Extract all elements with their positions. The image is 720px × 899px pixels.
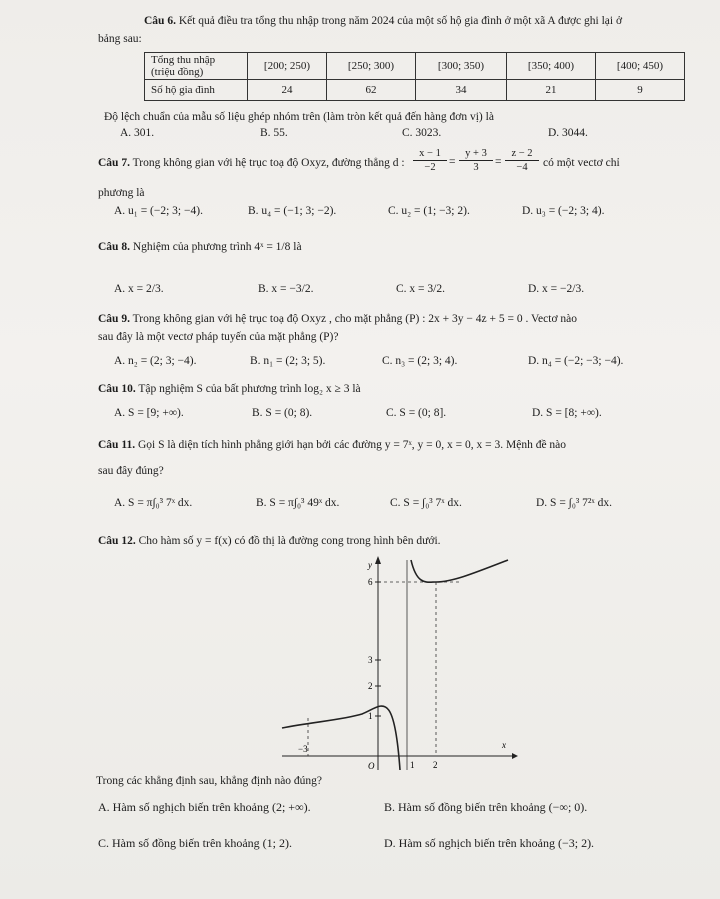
fraction-numerator: z − 2 (505, 147, 539, 161)
q8-option-c[interactable]: C. x = 3/2. (396, 283, 445, 295)
q9-stem-line1 (98, 312, 577, 326)
q11-stem-line2: sau đây đúng? (98, 465, 164, 477)
label-y1: 1 (368, 711, 373, 721)
q7-stem (98, 156, 405, 170)
q9-option-b[interactable]: B. n₁ = (2; 3; 5). (250, 355, 326, 367)
q12-option-c[interactable]: C. Hàm số đồng biến trên khoảng (1; 2). (98, 836, 292, 850)
table-cell: [400; 450) (596, 53, 685, 80)
q7-option-b[interactable]: B. u₄ = (−1; 3; −2). (248, 205, 337, 217)
q6-option-d[interactable]: D. 3044. (548, 127, 588, 139)
table-header-income (145, 53, 248, 80)
q8-option-b[interactable]: B. x = −3/2. (258, 283, 314, 295)
q12-stem (98, 534, 441, 548)
label-y: y (368, 560, 372, 570)
label-xm3: −3 (298, 744, 308, 754)
q6-label: Câu 6. (144, 15, 176, 27)
table-row (145, 80, 685, 101)
q11-option-a[interactable]: A. S = π∫₀³ 7ˣ dx. (114, 497, 193, 509)
q10-option-d[interactable]: D. S = [8; +∞). (532, 407, 602, 419)
q12-function-graph (272, 556, 518, 774)
q8-option-a[interactable]: A. x = 2/3. (114, 283, 164, 295)
equals-sign: = (495, 156, 502, 168)
q10-stem-text: Tập nghiệm S của bất phương trình log₂ x ≥ 3 là (138, 383, 361, 395)
equals-sign: = (449, 156, 456, 168)
q6-option-c[interactable]: C. 3023. (402, 127, 442, 139)
q10-option-b[interactable]: B. S = (0; 8). (252, 407, 313, 419)
q11-stem-line1 (98, 438, 566, 452)
label-x1: 1 (410, 760, 415, 770)
q11-option-b[interactable]: B. S = π∫₀³ 49ˣ dx. (256, 497, 340, 509)
header-line: Tổng thu nhập (151, 54, 216, 66)
q7-option-d[interactable]: D. u₃ = (−2; 3; 4). (522, 205, 605, 217)
q7-stem-end: có một vectơ chỉ (543, 157, 620, 169)
q7-stem-text: Trong không gian với hệ trục toạ độ Oxyz, đường thẳng d : (132, 157, 405, 169)
q9-stem-text: Trong không gian với hệ trục toạ độ Oxyz , cho mặt phẳng (P) : 2x + 3y − 4z + 5 = 0 . Vectơ nào (132, 313, 578, 325)
q9-option-d[interactable]: D. n₄ = (−2; −3; −4). (528, 355, 624, 367)
q10-option-a[interactable]: A. S = [9; +∞). (114, 407, 184, 419)
table-cell: [200; 250) (248, 53, 327, 80)
label-x: x (502, 740, 506, 750)
label-origin: O (368, 761, 375, 771)
q10-option-c[interactable]: C. S = (0; 8]. (386, 407, 447, 419)
curve-right-branch (411, 560, 508, 582)
q7-label: Câu 7. (98, 157, 130, 169)
q12-question: Trong các khẳng định sau, khẳng định nào đúng? (96, 775, 323, 787)
q6-stem-line2: bảng sau: (98, 33, 142, 45)
q7-fraction-y (459, 147, 493, 174)
q11-label: Câu 11. (98, 439, 136, 451)
q7-option-c[interactable]: C. u₂ = (1; −3; 2). (388, 205, 470, 217)
y-axis-arrow (375, 556, 381, 564)
fraction-denominator: −4 (516, 162, 528, 173)
fraction-denominator: 3 (473, 162, 479, 173)
q9-label: Câu 9. (98, 313, 130, 325)
q8-label: Câu 8. (98, 241, 130, 253)
table-header-households: Số hộ gia đình (145, 80, 248, 101)
q12-stem-text: Cho hàm số y = f(x) có đồ thị là đường cong trong hình bên dưới. (138, 535, 441, 547)
label-x2: 2 (433, 760, 438, 770)
q12-option-b[interactable]: B. Hàm số đồng biến trên khoảng (−∞; 0). (384, 800, 588, 814)
q6-data-table (144, 52, 685, 101)
q10-label: Câu 10. (98, 383, 136, 395)
table-cell: 34 (416, 80, 507, 101)
q12-option-a[interactable]: A. Hàm số nghịch biến trên khoảng (2; +∞). (98, 800, 311, 814)
table-cell: 62 (327, 80, 416, 101)
header-line: (triệu đồng) (151, 66, 204, 78)
q11-option-d[interactable]: D. S = ∫₀³ 7²ˣ dx. (536, 497, 612, 509)
q8-option-d[interactable]: D. x = −2/3. (528, 283, 585, 295)
q6-option-a[interactable]: A. 301. (120, 127, 155, 139)
q6-stem-text: Kết quả điều tra tổng thu nhập trong năm 2024 của một số hộ gia đình ở một xã A được ghi lại ở (178, 15, 623, 27)
q12-label: Câu 12. (98, 535, 136, 547)
q6-option-b[interactable]: B. 55. (260, 127, 288, 139)
q9-stem-line2: sau đây là một vectơ pháp tuyến của mặt phẳng (P)? (98, 331, 339, 343)
table-cell: [250; 300) (327, 53, 416, 80)
fraction-numerator: y + 3 (459, 147, 493, 161)
q7-stem-line2: phương là (98, 187, 145, 199)
x-axis-arrow (512, 753, 518, 759)
label-y6: 6 (368, 577, 373, 587)
q8-stem (98, 240, 302, 254)
curve-left-branch (282, 706, 400, 770)
table-cell: 21 (507, 80, 596, 101)
q9-option-c[interactable]: C. n₃ = (2; 3; 4). (382, 355, 458, 367)
q7-fraction-x (413, 147, 447, 174)
label-y2: 2 (368, 681, 373, 691)
q6-stem-line1 (144, 14, 622, 28)
q9-option-a[interactable]: A. n₂ = (2; 3; −4). (114, 355, 197, 367)
fraction-numerator: x − 1 (413, 147, 447, 161)
q12-option-d[interactable]: D. Hàm số nghịch biến trên khoảng (−3; 2). (384, 836, 595, 850)
table-cell: [300; 350) (416, 53, 507, 80)
label-y3: 3 (368, 655, 373, 665)
q7-option-a[interactable]: A. u₁ = (−2; 3; −4). (114, 205, 203, 217)
table-cell: [350; 400) (507, 53, 596, 80)
fraction-denominator: −2 (424, 162, 436, 173)
q8-stem-text: Nghiệm của phương trình 4ˣ = 1/8 là (132, 241, 302, 253)
q6-question: Độ lệch chuẩn của mẫu số liệu ghép nhóm trên (làm tròn kết quả đến hàng đơn vị) là (104, 111, 494, 123)
q7-fraction-z (505, 147, 539, 174)
q11-option-c[interactable]: C. S = ∫₀³ 7ˣ dx. (390, 497, 462, 509)
q10-stem (98, 382, 361, 396)
table-row (145, 53, 685, 80)
q11-stem-text: Gọi S là diện tích hình phẳng giới hạn bởi các đường y = 7ˣ, y = 0, x = 0, x = 3. Mệnh đề nào (137, 439, 567, 451)
table-cell: 9 (596, 80, 685, 101)
table-cell: 24 (248, 80, 327, 101)
